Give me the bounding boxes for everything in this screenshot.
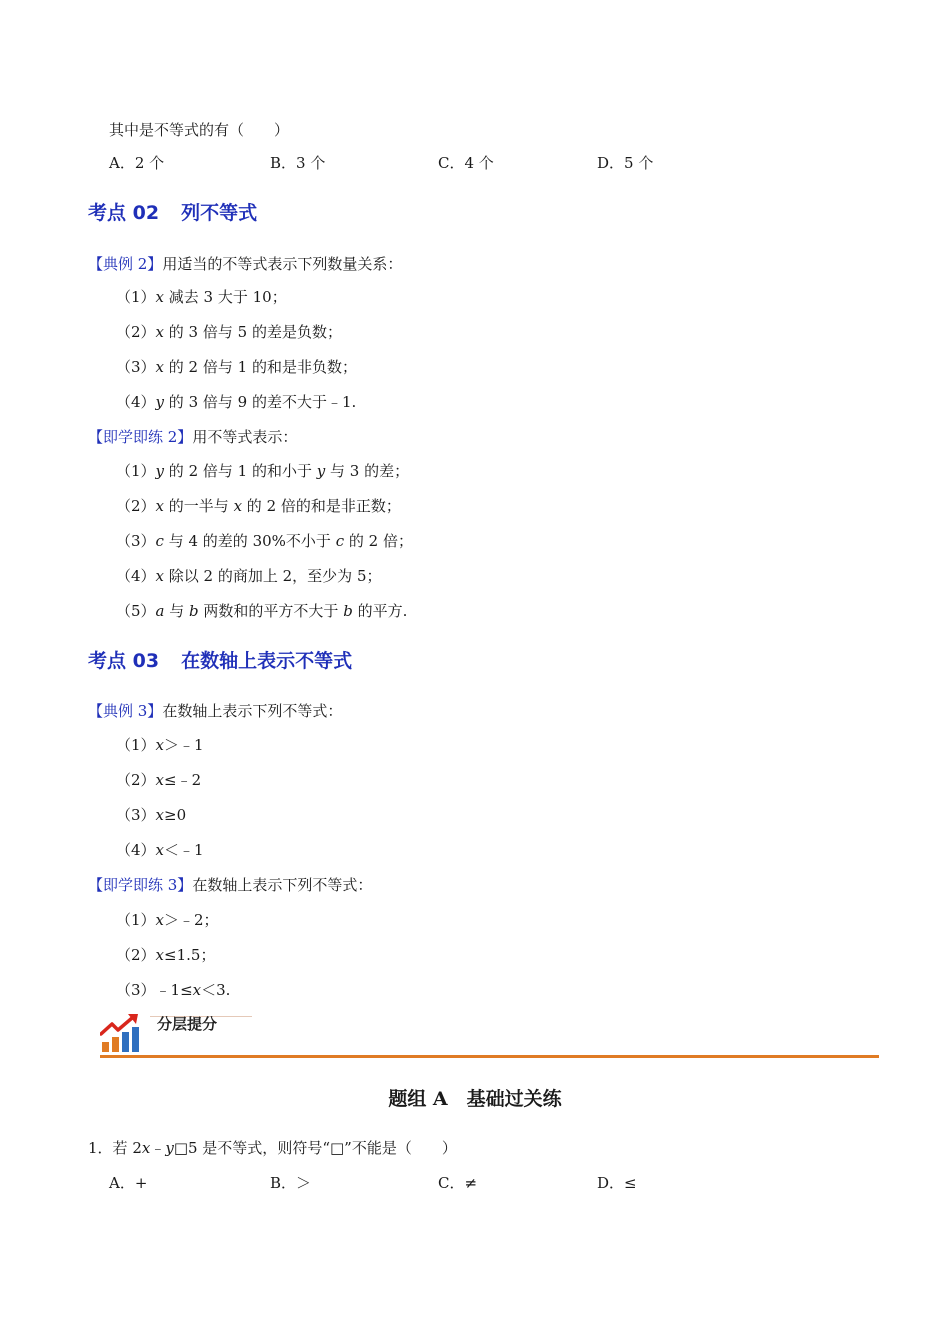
list-item: （3）c 与 4 的差的 30%不小于 c 的 2 倍； [116,532,413,550]
section-heading [88,198,257,225]
section-number: 考点 02 [88,202,160,224]
list-item: （2）x≤﹣2 [116,771,202,789]
list-item: （1）y 的 2 倍与 1 的和小于 y 与 3 的差； [116,462,410,480]
list-item: （4）y 的 3 倍与 9 的差不大于﹣1. [116,393,357,411]
list-item: （4）x 除以 2 的商加上 2，至少为 5； [116,567,382,585]
question-text: 其中是不等式的有（ ） [109,121,290,139]
list-item: （1）x＞﹣2； [116,911,219,929]
list-item: （2）x 的 3 倍与 5 的差是负数； [116,323,342,341]
example-tag: 【典例 3】 [88,702,163,720]
question-1: 1．若 2x﹣y□5 是不等式，则符号“□”不能是（ ） [88,1139,457,1157]
section-number: 考点 03 [88,650,160,672]
practice-prompt-text: 在数轴上表示下列不等式： [192,876,373,894]
example-prompt-text: 用适当的不等式表示下列数量关系： [162,255,403,273]
option-c: C．4 个 [438,154,494,172]
section-heading [88,646,352,673]
list-item: （3）x≥0 [116,806,187,824]
list-item: （4）x＜﹣1 [116,841,204,859]
list-item: （3）﹣1≤x＜3. [116,981,231,999]
list-item: （5）a 与 b 两数和的平方不大于 b 的平方. [116,602,408,620]
option-c: C．≠ [438,1174,478,1192]
practice-tag: 【即学即练 2】 [88,428,193,446]
list-item: （2）x 的一半与 x 的 2 倍的和是非正数； [116,497,401,515]
group-title: 题组 A 基础过关练 [388,1088,562,1110]
list-item: （1）x＞﹣1 [116,736,204,754]
option-b: B．3 个 [270,154,326,172]
example-prompt-text: 在数轴上表示下列不等式： [162,702,343,720]
list-item: （1）x 减去 3 大于 10； [116,288,287,306]
practice-tag: 【即学即练 3】 [88,876,193,894]
practice-prompt [88,875,372,895]
list-item: （3）x 的 2 倍与 1 的和是非负数； [116,358,357,376]
section-divider [100,1055,879,1058]
practice-prompt [88,427,297,447]
section-title: 列不等式 [181,202,258,224]
list-item: （2）x≤1.5； [116,946,216,964]
option-d: D．≤ [597,1174,637,1192]
section-title: 在数轴上表示不等式 [181,650,353,672]
practice-prompt-text: 用不等式表示： [192,428,298,446]
option-a: A．2 个 [109,154,165,172]
option-d: D．5 个 [597,154,654,172]
banner-title: 分层提分 [157,1015,218,1033]
example-prompt [88,701,342,721]
option-a: A．+ [109,1174,148,1192]
example-prompt [88,254,402,274]
option-b: B．＞ [270,1174,312,1192]
example-tag: 【典例 2】 [88,255,163,273]
